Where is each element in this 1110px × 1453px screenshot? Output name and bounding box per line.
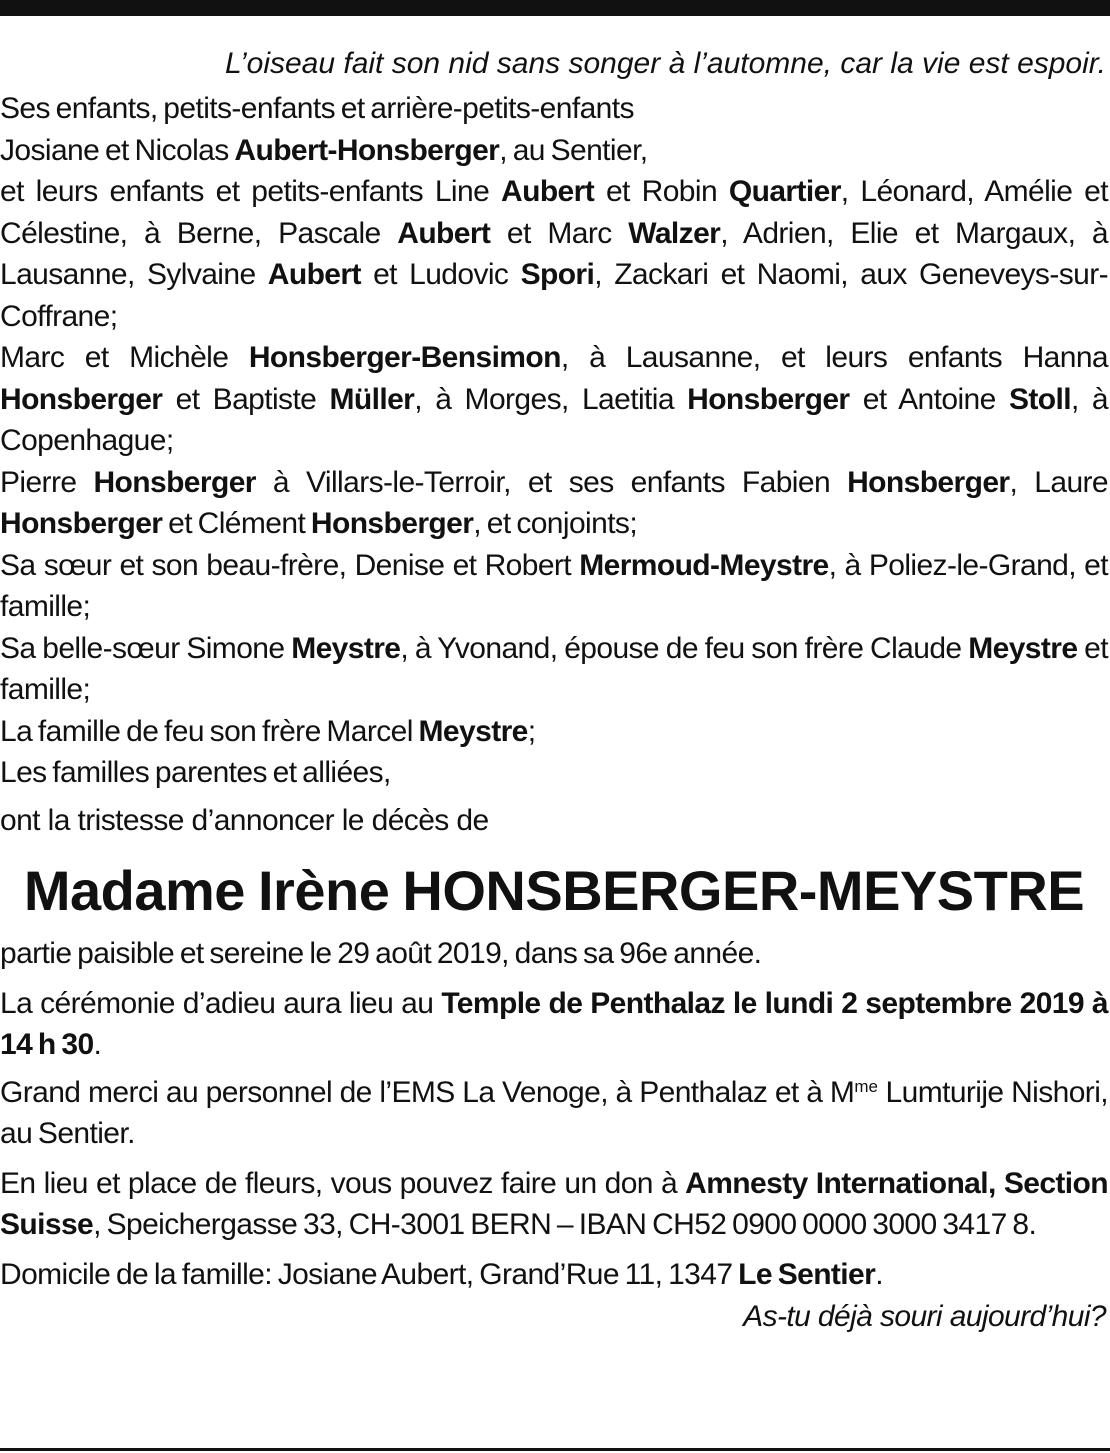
obituary-notice (0, 40, 1108, 1339)
family-text: Sa belle-sœur Simone (0, 631, 292, 665)
family-text: , à Yvonand, épouse de feu son frère Claude (400, 631, 969, 665)
donation-organization: Amnesty International, Section Suisse (0, 1166, 1108, 1241)
family-line (0, 711, 1108, 753)
closing-quote: As-tu déjà souri aujourd’hui? (743, 1300, 1106, 1333)
family-text: , Adrien, Elie et Margaux, à Lausanne, Sylvaine (0, 216, 1108, 291)
family-text: , Laure (1009, 465, 1108, 499)
family-line (0, 171, 1108, 337)
family-text: et Baptiste (162, 382, 330, 416)
family-surname: Müller (329, 382, 415, 416)
family-line (0, 752, 1108, 794)
ceremony-text: . (93, 1028, 102, 1061)
family-text: , et conjoints; (473, 507, 638, 540)
family-text: Sa sœur et son beau-frère, Denise et Robert (0, 548, 580, 582)
family-surname: Honsberger (847, 465, 1010, 499)
family-list (0, 88, 1108, 794)
family-surname: Mermoud-Meystre (579, 548, 829, 582)
family-text: , à Lausanne, et leurs enfants Hanna (560, 341, 1108, 374)
deceased-name: Madame Irène HONSBERGER-MEYSTRE (23, 859, 1085, 922)
family-surname: Meystre (418, 714, 528, 748)
family-line (0, 462, 1108, 545)
family-text: et Ludovic (360, 258, 521, 291)
family-surname: Spori (520, 258, 595, 291)
thanks-text: Lumturije Nishori, au Sentier. (0, 1075, 1108, 1150)
thanks-text: Grand merci au personnel de l’EMS La Venoge, à Penthalaz et à M (0, 1075, 855, 1109)
ceremony-place-date: Temple de Penthalaz le lundi 2 septembre 2019 à 14 h 30 (0, 986, 1108, 1061)
family-surname: Quartier (728, 175, 841, 208)
family-text: et Marc (490, 216, 629, 250)
family-text: Marc et Michèle (0, 341, 249, 374)
family-surname: Honsberger (0, 382, 163, 416)
family-text: et Antoine (849, 382, 1009, 416)
family-text: , Léonard, Amélie et Célestine, à Berne, Pascale (0, 175, 1108, 250)
family-text: à Villars-le-Terroir, et ses enfants Fabien (255, 465, 848, 499)
family-surname: Aubert (267, 258, 361, 291)
announcement-line: ont la tristesse d’annoncer le décès de (0, 803, 489, 837)
family-text: Les familles parentes et alliées, (0, 756, 391, 789)
family-surname: Meystre (968, 631, 1078, 665)
family-text: , à Copenhague; (0, 382, 1108, 457)
top-rule (0, 0, 1110, 16)
family-surname: Meystre (291, 631, 401, 665)
family-text: et famille; (0, 631, 1108, 706)
family-surname: Aubert (501, 175, 595, 208)
domicile-text: Domicile de la famille: Josiane Aubert, Grand’Rue 11, 1347 (0, 1257, 739, 1291)
family-surname: Honsberger-Bensimon (248, 341, 561, 374)
epigraph: L’oiseau fait son nid sans songer à l’automne, car la vie est espoir. (224, 47, 1106, 80)
donation-text: , Speichergasse 33, CH-3001 BERN – IBAN CH52 0900 0000 3000 3417 8. (93, 1208, 1037, 1241)
family-surname: Stoll (1008, 382, 1071, 416)
donation-info (0, 1163, 1108, 1246)
family-text: et Robin (594, 175, 729, 208)
family-text: et Clément (162, 507, 311, 540)
family-text: Pierre (0, 465, 94, 499)
bottom-rule (0, 1448, 1110, 1451)
family-text: , Zackari et Naomi, aux Geneveys-sur-Coffrane; (0, 258, 1108, 333)
family-text: , à Morges, Laetitia (414, 382, 688, 416)
thanks-note (0, 1066, 1108, 1155)
domicile-town: Le Sentier (738, 1257, 876, 1291)
ceremony-text: La cérémonie d’adieu aura lieu au (0, 986, 442, 1020)
family-surname: Aubert (397, 216, 491, 250)
family-surname: Aubert-Honsberger (234, 133, 500, 167)
donation-text: En lieu et place de fleurs, vous pouvez faire un don à (0, 1166, 686, 1200)
family-surname: Honsberger (687, 382, 850, 416)
family-line (0, 130, 1108, 172)
family-text: Josiane et Nicolas (0, 133, 235, 167)
family-text: Ses enfants, petits-enfants et arrière-petits-enfants (0, 92, 634, 125)
family-surname: Honsberger (93, 465, 256, 499)
title-abbrev-superscript: me (854, 1076, 878, 1096)
family-line (0, 628, 1108, 711)
family-text: , au Sentier, (499, 133, 648, 167)
family-line (0, 337, 1108, 462)
family-line (0, 545, 1108, 628)
family-domicile (0, 1254, 1108, 1296)
passing-statement: partie paisible et sereine le 29 août 2019, dans sa 96e année. (0, 937, 762, 970)
family-text: ; (527, 714, 536, 748)
family-text: et leurs enfants et petits-enfants Line (0, 175, 502, 208)
family-text: , à Poliez-le-Grand, et famille; (0, 548, 1108, 623)
family-text: La famille de feu son frère Marcel (0, 714, 419, 748)
family-surname: Honsberger (0, 507, 163, 540)
domicile-text: . (875, 1257, 883, 1291)
family-line (0, 88, 1108, 130)
ceremony-info (0, 983, 1108, 1066)
family-surname: Honsberger (310, 507, 474, 540)
family-surname: Walzer (628, 216, 721, 250)
